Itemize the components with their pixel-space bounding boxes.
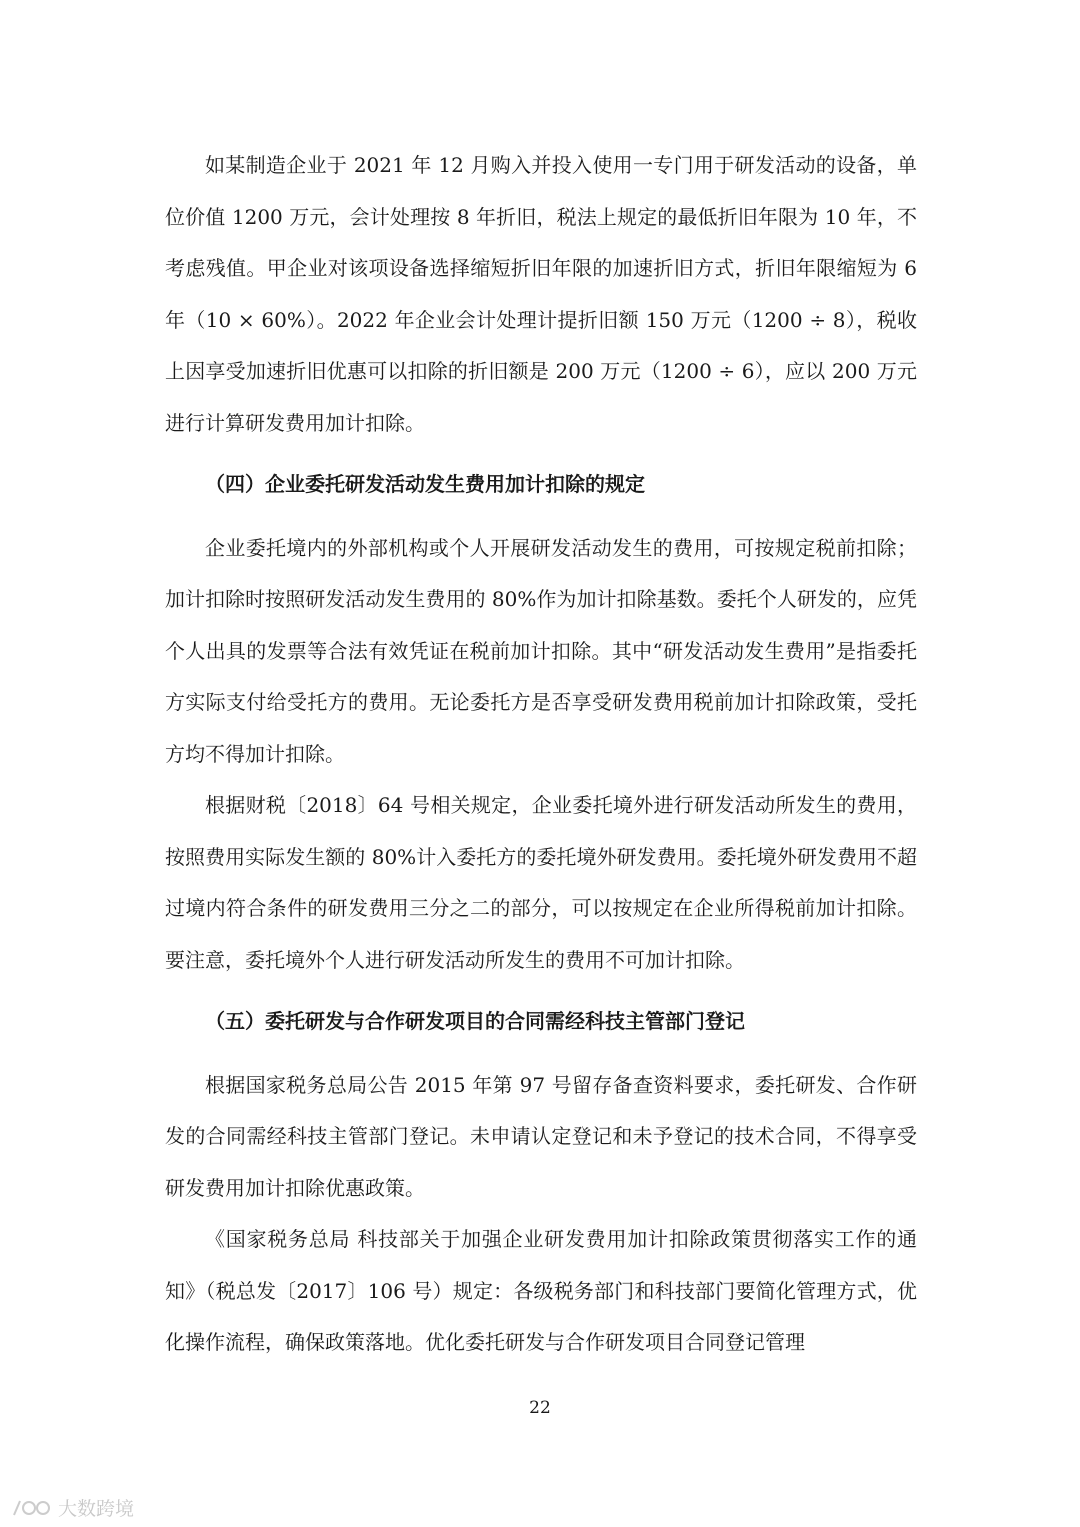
paragraph-domestic-entrusted-rd: 企业委托境内的外部机构或个人开展研发活动发生的费用，可按规定税前扣除；加计扣除时按照研发活动发生费用的 80%作为加计扣除基数。委托个人研发的，应凭个人出具的发票等合法有效凭证在税前加计扣除。其中“研发活动发生费用”是指委托方实际支付给受托方的费用。无论委托方是否享受研发费用税前加计扣除政策，受托方均不得加计扣除。 <box>165 535 917 766</box>
paragraph-contract-registration: 根据国家税务总局公告 2015 年第 97 号留存备查资料要求，委托研发、合作研发的合同需经科技主管部门登记。未申请认定登记和未予登记的技术合同，不得享受研发费用加计扣除优惠政策。 <box>165 1072 917 1200</box>
watermark-logo-icon <box>10 1496 54 1520</box>
paragraph-overseas-entrusted-rd: 根据财税〔2018〕64 号相关规定，企业委托境外进行研发活动所发生的费用，按照费用实际发生额的 80%计入委托方的委托境外研发费用。委托境外研发费用不超过境内符合条件的研发费用三分之二的部分，可以按规定在企业所得税前加计扣除。要注意，委托境外个人进行研发活动所发生的费用不可加计扣除。 <box>165 793 917 972</box>
page-number: 22 <box>529 1398 551 1418</box>
heading-section-4: （四）企业委托研发活动发生费用加计扣除的规定 <box>205 472 645 496</box>
heading-section-5: （五）委托研发与合作研发项目的合同需经科技主管部门登记 <box>205 1009 745 1033</box>
paragraph-depreciation-example: 如某制造企业于 2021 年 12 月购入并投入使用一专门用于研发活动的设备，单位价值 1200 万元，会计处理按 8 年折旧，税法上规定的最低折旧年限为 10 年，不考虑残值。甲企业对该项设备选择缩短折旧年限的加速折旧方式，折旧年限缩短为 6 年（10 × 60%）。2022 年企业会计处理计提折旧额 150 万元（1200 ÷ 8），税收上因享受加速折旧优惠可以扣除的折旧额是 200 万元（1200 ÷ 6），应以 200 万元进行计算研发费用加计扣除。 <box>165 153 917 435</box>
watermark-brand: 大数跨境 <box>58 1498 135 1520</box>
page-content <box>165 140 917 1369</box>
paragraph-notice-106: 《国家税务总局 科技部关于加强企业研发费用加计扣除政策贯彻落实工作的通知》（税总发〔2017〕106 号）规定：各级税务部门和科技部门要简化管理方式，优化操作流程，确保政策落地。优化委托研发与合作研发项目合同登记管理 <box>165 1227 917 1354</box>
watermark <box>10 1494 134 1521</box>
